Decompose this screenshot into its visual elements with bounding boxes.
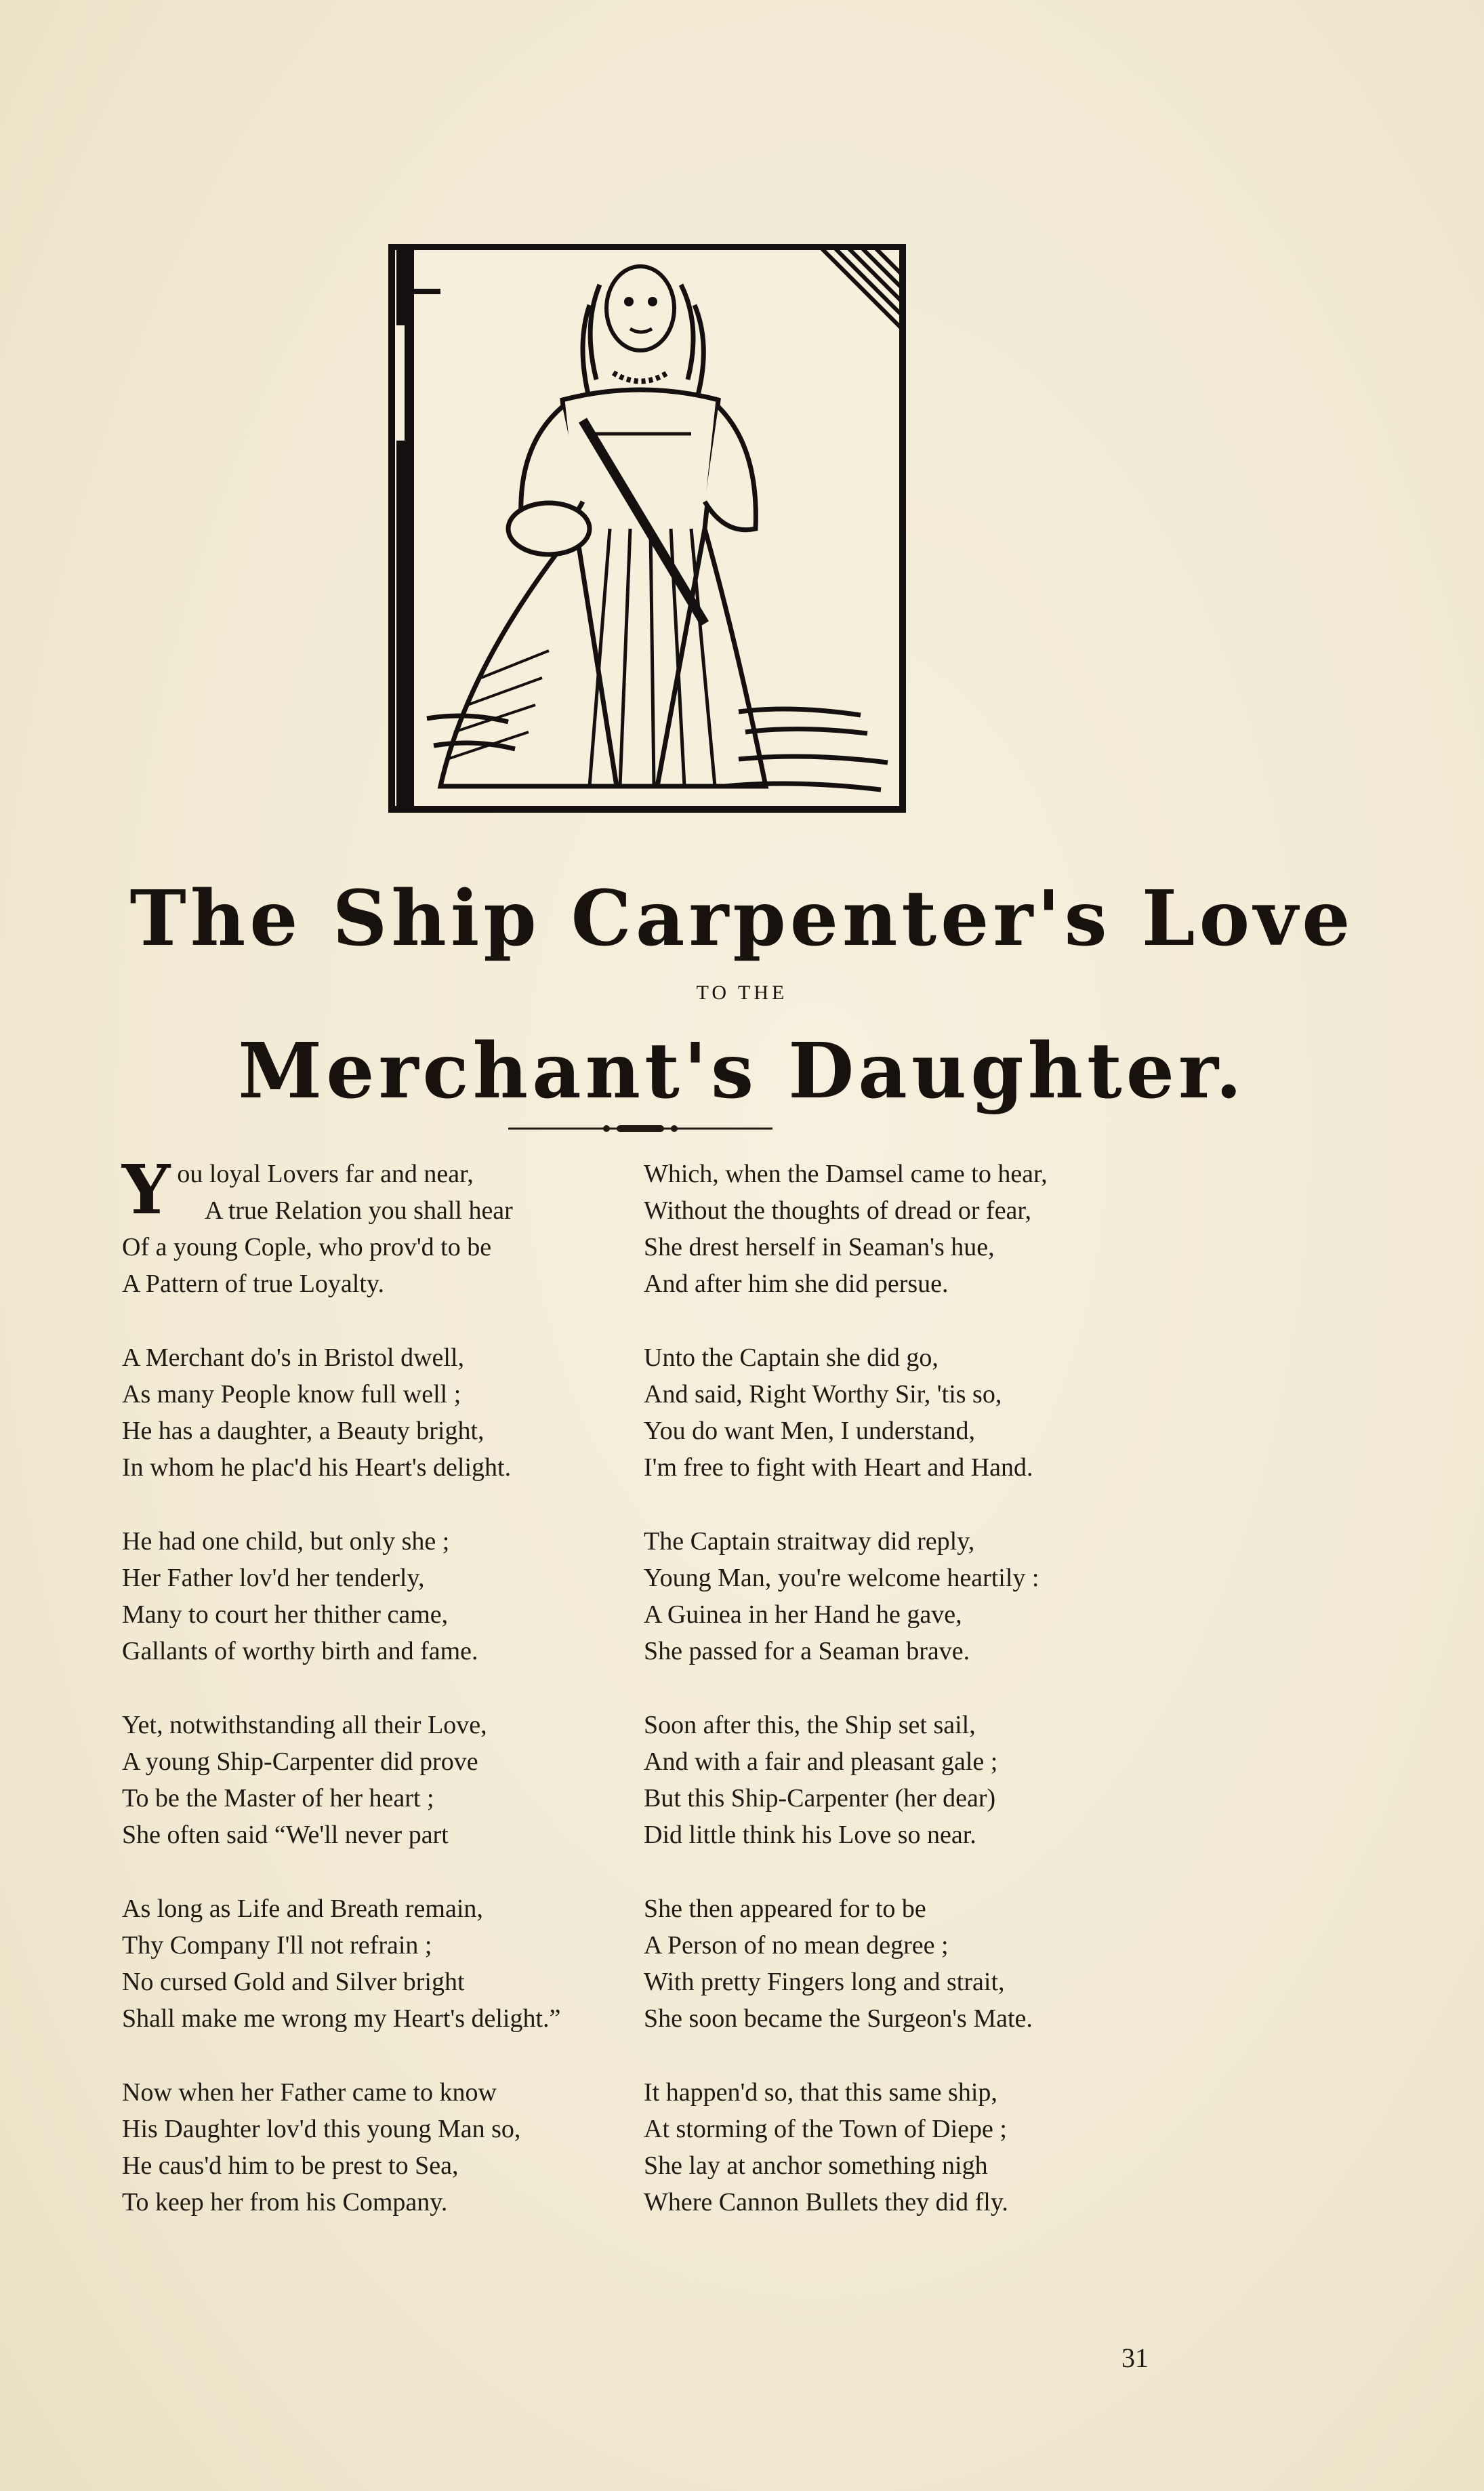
poem-line: His Daughter lov'd this young Man so, (122, 2115, 521, 2143)
poem-line: A Pattern of true Loyalty. (122, 1270, 384, 1298)
poem-line: In whom he plac'd his Heart's delight. (122, 1453, 512, 1482)
stanza (122, 1339, 637, 1486)
poem-line: At storming of the Town of Diepe ; (644, 2115, 1007, 2143)
poem-line: Of a young Cople, who prov'd to be (122, 1233, 492, 1261)
stanza (122, 1707, 637, 1853)
poem-line: As long as Life and Breath remain, (122, 1895, 483, 1923)
poem-line: It happen'd so, that this same ship, (644, 2078, 997, 2107)
poem-line: A true Relation you shall hear (205, 1196, 513, 1225)
poem-line: And with a fair and pleasant gale ; (644, 1747, 998, 1776)
poem-line: And after him she did persue. (644, 1270, 949, 1298)
poem-line: Which, when the Damsel came to hear, (644, 1160, 1048, 1188)
stanza (122, 2074, 637, 2221)
poem-line: She soon became the Surgeon's Mate. (644, 2004, 1033, 2033)
stanza (122, 1150, 637, 1302)
ornamental-divider (508, 1122, 772, 1135)
poem-line: He had one child, but only she ; (122, 1527, 450, 1556)
poem-line: A Guinea in her Hand he gave, (644, 1600, 962, 1629)
poem-line: The Captain straitway did reply, (644, 1527, 975, 1556)
stanza (644, 1156, 1159, 1302)
poem-line: Unto the Captain she did go, (644, 1343, 939, 1372)
page-number: 31 (1121, 2343, 1149, 2373)
poem-line: And said, Right Worthy Sir, 'tis so, (644, 1380, 1002, 1409)
stanza (644, 2074, 1159, 2221)
title-line-2: Merchant's Daughter. (238, 1027, 1246, 1116)
stanza (644, 1890, 1159, 2037)
poem-line: She often said “We'll never part (122, 1821, 449, 1849)
poem-line: ou loyal Lovers far and near, (177, 1160, 474, 1188)
stanza (644, 1523, 1159, 1669)
poem-line: Shall make me wrong my Heart's delight.” (122, 2004, 561, 2033)
stanza (644, 1707, 1159, 1853)
poem-line: She then appeared for to be (644, 1895, 926, 1923)
poem-line: Did little think his Love so near. (644, 1821, 976, 1849)
poem-line: But this Ship-Carpenter (her dear) (644, 1784, 996, 1812)
title-line-1: The Ship Carpenter's Love (129, 874, 1355, 963)
poem-line: To keep her from his Company. (122, 2188, 448, 2216)
poem-line: You do want Men, I understand, (644, 1417, 976, 1445)
stanza (644, 1339, 1159, 1486)
poem-line: Yet, notwithstanding all their Love, (122, 1711, 487, 1739)
poem-line: Now when her Father came to know (122, 2078, 497, 2107)
poem-line: As many People know full well ; (122, 1380, 461, 1409)
poem-line: She lay at anchor something nigh (644, 2151, 988, 2180)
poem-line: With pretty Fingers long and strait, (644, 1968, 1005, 1996)
poem-line: Young Man, you're welcome heartily : (644, 1564, 1039, 1592)
title-connector: TO THE (696, 981, 788, 1004)
poem-line: Gallants of worthy birth and fame. (122, 1637, 478, 1665)
poem-column-left (122, 1150, 637, 2258)
poem-line: A young Ship-Carpenter did prove (122, 1747, 478, 1776)
poem-line: He caus'd him to be prest to Sea, (122, 2151, 459, 2180)
woodcut-woman-icon (386, 244, 908, 813)
poem-line: No cursed Gold and Silver bright (122, 1968, 465, 1996)
poem-column-right (644, 1156, 1159, 2258)
poem-line: Her Father lov'd her tenderly, (122, 1564, 425, 1592)
drop-cap-letter: Y (122, 1150, 171, 1230)
stanza (122, 1523, 637, 1669)
poem-line: She drest herself in Seaman's hue, (644, 1233, 995, 1261)
poem-line: I'm free to fight with Heart and Hand. (644, 1453, 1033, 1482)
poem-line: Soon after this, the Ship set sail, (644, 1711, 976, 1739)
stanza (122, 1890, 637, 2037)
poem-line: Without the thoughts of dread or fear, (644, 1196, 1032, 1225)
poem-line: Thy Company I'll not refrain ; (122, 1931, 432, 1960)
poem-line: Where Cannon Bullets they did fly. (644, 2188, 1008, 2216)
poem-line: She passed for a Seaman brave. (644, 1637, 970, 1665)
poem-line: Many to court her thither came, (122, 1600, 449, 1629)
poem-line: A Person of no mean degree ; (644, 1931, 949, 1960)
poem-line: A Merchant do's in Bristol dwell, (122, 1343, 465, 1372)
poem-line: To be the Master of her heart ; (122, 1784, 434, 1812)
poem-line: He has a daughter, a Beauty bright, (122, 1417, 485, 1445)
